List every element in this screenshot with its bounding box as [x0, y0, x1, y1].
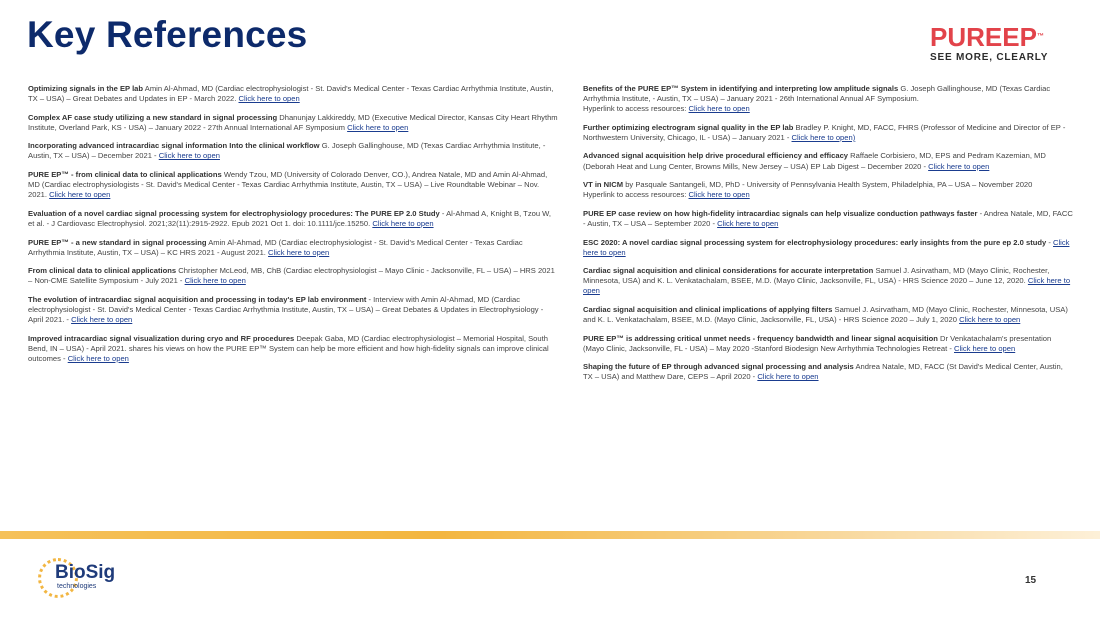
- reference-body: Samuel J. Asirvatham, MD (Mayo Clinic, Rochester, Minnesota, USA) and K. L. Venkatachalam, BSEE, M.D. (Mayo Clinic, Jacksonville, FL, USA) - HRS Science 2020 – June 12, 2020.: [583, 266, 1050, 286]
- reference-body: Christopher McLeod, MB, ChB (Cardiac electrophysiologist – Mayo Clinic - Jacksonville, FL – USA) – HRS 2021 – Non-CME Satellite Symposium - July 2021 -: [28, 266, 555, 286]
- reference-item: [28, 238, 558, 258]
- logo-ep-text: EP: [1002, 22, 1037, 52]
- reference-body: Wendy Tzou, MD (University of Colorado Denver, CO.), Andrea Natale, MD and Amin Al-Ahmad, MD (Cardiac electrophysiologists - St. David's Medical Center - Texas Cardiac Arrhythmia Institute, Austin, TX – USA) – Live Roundtable Webinar – Nov. 2021.: [28, 170, 548, 200]
- reference-body: Deepak Gaba, MD (Cardiac electrophysiologist – Memorial Hospital, South Bend, IN – USA) - April 2021. shares his views on how the PURE EP™ System can help be more efficient and how high-fidelity signals can improve clinical outcomes -: [28, 333, 549, 363]
- reference-item: [583, 84, 1073, 114]
- reference-item: [583, 305, 1073, 325]
- reference-hyperlink-label: Hyperlink to access resources:: [583, 104, 687, 114]
- reference-title: Evaluation of a novel cardiac signal processing system for electrophysiology procedures: The PURE EP 2.0 Study: [28, 208, 440, 218]
- reference-item: [28, 334, 558, 364]
- reference-title: PURE EP case review on how high-fidelity intracardiac signals can help visualize conduction pathways faster: [583, 208, 978, 218]
- open-reference-link[interactable]: Click here to open: [71, 315, 133, 325]
- biosig-name: BioSig: [55, 562, 116, 583]
- reference-title: The evolution of intracardiac signal acquisition and processing in today's EP lab environment: [28, 294, 367, 304]
- reference-title: Complex AF case study utilizing a new standard in signal processing: [28, 112, 278, 122]
- open-reference-link[interactable]: Click here to open: [347, 122, 409, 132]
- reference-hyperlink-label: Hyperlink to access resources:: [583, 190, 687, 200]
- reference-body: G. Joseph Gallinghouse, MD (Texas Cardiac Arrhythmia Institute, - Austin, TX – USA) – January 2021 - 26th International Annual AF Symposium.: [583, 84, 1051, 104]
- logo-pure-text: PURE: [930, 22, 1003, 52]
- logo-tagline: SEE MORE, CLEARLY: [930, 52, 1049, 63]
- reference-title: Incorporating advanced intracardiac signal information Into the clinical workflow: [28, 141, 320, 151]
- reference-body: Amin Al-Ahmad, MD (Cardiac electrophysiologist - St. David's Medical Center - Texas Cardiac Arrhythmia Institute, Austin, TX – USA) – KC HRS 2021 - August 2021.: [28, 237, 523, 257]
- reference-item: [28, 209, 558, 229]
- reference-item: [583, 123, 1073, 143]
- reference-item: [28, 113, 558, 133]
- reference-item: [28, 141, 558, 161]
- reference-title: Optimizing signals in the EP lab: [28, 84, 144, 93]
- open-reference-link[interactable]: Click here to open: [583, 276, 1071, 296]
- open-reference-link[interactable]: Click here to open: [49, 190, 111, 200]
- references-right-column: [583, 84, 1073, 391]
- reference-title: Further optimizing electrogram signal quality in the EP lab: [583, 122, 794, 132]
- reference-item: [28, 266, 558, 286]
- reference-item: [583, 151, 1073, 171]
- open-reference-link[interactable]: Click here to open): [791, 132, 856, 142]
- reference-title: PURE EP™ is addressing critical unmet needs - frequency bandwidth and linear signal acquisition: [583, 333, 938, 343]
- reference-item: [28, 295, 558, 325]
- page-number: 15: [1025, 575, 1037, 586]
- reference-body: Dhanunjay Lakkireddy, MD (Executive Medical Director, Kansas City Heart Rhythm Institute, Overland Park, KS - USA) – January 2022 - 27th Annual International AF Symposium: [28, 112, 558, 132]
- reference-item: [583, 238, 1073, 258]
- reference-body: Raffaele Corbisiero, MD, EPS and Pedram Kazemian, MD (Deborah Heat and Lung Center, Browns Mills, New Jersey – USA) EP Lab Digest – December 2020 -: [583, 151, 1046, 171]
- open-reference-link[interactable]: Click here to open: [717, 218, 779, 228]
- reference-body: Samuel J. Asirvatham, MD (Mayo Clinic, Rochester, Minnesota, USA) and K. L. Venkatachalam, BSEE, M.D. (Mayo Clinic, Jacksonville, FL, USA) - HRS Science 2020 – July 1, 2020: [583, 305, 1068, 325]
- open-reference-link[interactable]: Click here to open: [158, 151, 220, 161]
- open-reference-link[interactable]: Click here to open: [268, 247, 330, 257]
- gradient-band: [0, 531, 1100, 539]
- reference-body: -: [1048, 237, 1051, 247]
- reference-body: - Al-Ahmad A, Knight B, Tzou W, et al. - J Cardiovasc Electrophysiol. 2021;32(11):2915-2922. Epub 2021 Oct 1. doi: 10.1111/jce.15250.: [28, 208, 552, 228]
- page-title: Key References: [27, 14, 308, 55]
- reference-title: Cardiac signal acquisition and clinical considerations for accurate interpretation: [583, 266, 874, 276]
- reference-title: Improved intracardiac signal visualization during cryo and RF procedures: [28, 333, 295, 343]
- reference-body: G. Joseph Gallinghouse, MD (Texas Cardiac Arrhythmia Institute, - Austin, TX – USA) – December 2021 -: [28, 141, 546, 161]
- reference-body: - Interview with Amin Al-Ahmad, MD (Cardiac electrophysiologist - St. David's Medical Center - Texas Cardiac Arrhythmia Institute, Austin, TX – USA) – Great Debates & Updates in Electrophysiology - April 2021. -: [28, 294, 544, 325]
- reference-title: Benefits of the PURE EP™ System in identifying and interpreting low amplitude signals: [583, 84, 899, 93]
- biosig-subtitle: technologies: [57, 583, 97, 590]
- reference-body: Bradley P. Knight, MD, FACC, FHRS (Professor of Medicine and Director of EP - Northwestern University, Chicago, IL - USA) – January 2021 -: [583, 122, 1066, 142]
- reference-item: [583, 180, 1073, 200]
- reference-title: PURE EP™ - a new standard in signal processing: [28, 237, 207, 247]
- open-reference-link[interactable]: Click here to open: [954, 343, 1016, 353]
- reference-title: From clinical data to clinical applications: [28, 266, 177, 276]
- open-reference-link[interactable]: Click here to open: [688, 190, 750, 200]
- references-left-column: [28, 84, 558, 372]
- reference-title: VT in NICM: [583, 180, 624, 190]
- reference-title: Shaping the future of EP through advanced signal processing and analysis: [583, 362, 854, 372]
- pure-ep-logo: [930, 22, 1050, 63]
- reference-title: Advanced signal acquisition help drive procedural efficiency and efficacy: [583, 151, 849, 161]
- reference-item: [28, 170, 558, 200]
- reference-body: Dr Venkatachalam's presentation (Mayo Clinic, Jacksonville, FL - USA) – May 2020 -Stanford Biodesign New Arrhythmia Technologies Retreat -: [583, 333, 1052, 353]
- open-reference-link[interactable]: Click here to open: [238, 94, 300, 104]
- open-reference-link[interactable]: Click here to open: [928, 161, 990, 171]
- reference-title: ESC 2020: A novel cardiac signal processing system for electrophysiology procedures: early insights from the pure ep 2.0 study: [583, 237, 1047, 247]
- open-reference-link[interactable]: Click here to open: [959, 315, 1021, 325]
- reference-item: [583, 334, 1073, 354]
- logo-tm: ™: [1036, 33, 1044, 40]
- reference-body: Amin Al-Ahmad, MD (Cardiac electrophysiologist - St. David's Medical Center - Texas Cardiac Arrhythmia Institute, Austin, TX – USA) – Great Debates and Updates in EP - March 2022.: [28, 84, 554, 104]
- reference-title: Cardiac signal acquisition and clinical implications of applying filters: [583, 305, 833, 314]
- reference-body: by Pasquale Santangeli, MD, PhD - University of Pennsylvania Health System, Philadelphia, PA – USA – November 2020: [625, 180, 1033, 190]
- open-reference-link[interactable]: Click here to open: [67, 353, 129, 363]
- open-reference-link[interactable]: Click here to open: [757, 372, 819, 382]
- reference-body: - Andrea Natale, MD, FACC - Austin, TX – USA – September 2020 -: [583, 208, 1073, 228]
- reference-item: [583, 209, 1073, 229]
- reference-item: [583, 362, 1073, 382]
- reference-item: [583, 266, 1073, 296]
- open-reference-link[interactable]: Click here to open: [372, 218, 434, 228]
- open-reference-link[interactable]: Click here to open: [583, 237, 1070, 257]
- open-reference-link[interactable]: Click here to open: [184, 276, 246, 286]
- reference-body: Andrea Natale, MD, FACC (St David's Medical Center, Austin, TX – USA) and Matthew Dare, CEPS – April 2020 -: [583, 362, 1063, 382]
- reference-item: [28, 84, 558, 104]
- reference-title: PURE EP™ - from clinical data to clinical applications: [28, 170, 222, 180]
- biosig-logo: [38, 556, 128, 604]
- pure-ep-wordmark: [930, 24, 1050, 50]
- open-reference-link[interactable]: Click here to open: [688, 104, 750, 114]
